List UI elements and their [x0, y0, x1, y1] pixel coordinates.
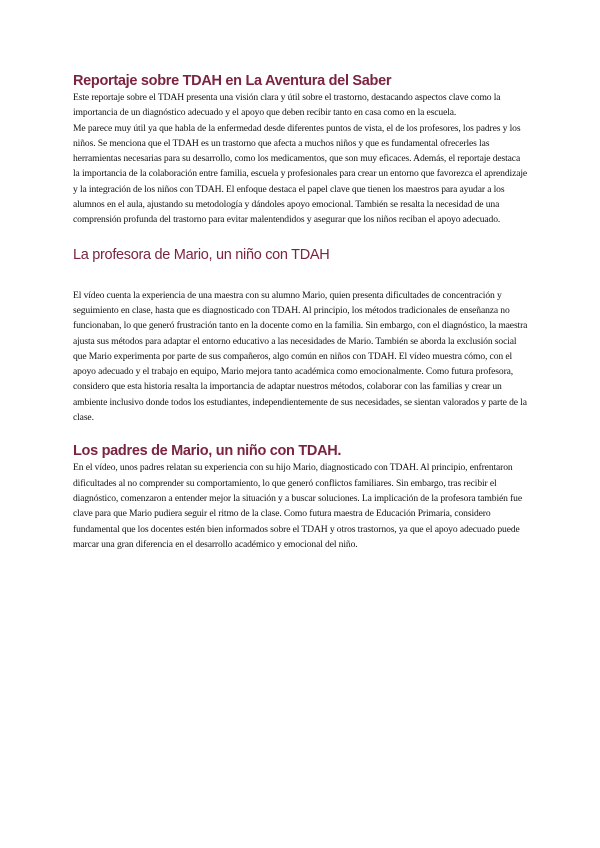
section-title-reportaje: Reportaje sobre TDAH en La Aventura del Saber [73, 73, 392, 89]
reportaje-paragraph-2: Me parece muy útil ya que habla de la enfermedad desde diferentes puntos de vista, el de los profesores, los padres y los niños. Se menciona que el TDAH es un trastorno que afecta a muchos niños y que es fundamental ofrecerles las herramientas necesarias para su desarrollo, como los medicamentos, que son muy eficaces. Además, el reportaje destaca la importancia de la colaboración entre familia, escuela y profesionales para crear un entorno que favorezca el aprendizaje y la integración de los niños con TDAH. El enfoque destaca el papel clave que tienen los maestros para ayudar a los alumnos en el aula, ajustando su metodología y dándoles apoyo emocional. También se resalta la necesidad de una comprensión profunda del trastorno para evitar malentendidos y asegurar que los niños reciban el apoyo adecuado. [73, 122, 528, 226]
section-title-profesora: La profesora de Mario, un niño con TDAH [73, 246, 330, 263]
profesora-paragraph-1: El vídeo cuenta la experiencia de una maestra con su alumno Mario, quien presenta dificultades de concentración y seguimiento en clase, hasta que es diagnosticado con TDAH. Al principio, los métodos tradicionales de enseñanza no funcionaban, lo que generó frustración tanto en la docente como en la familia. Sin embargo, con el diagnóstico, la maestra ajusta sus métodos para adaptar el entorno educativo a las necesidades de Mario. También se aborda la exclusión social que Mario experimenta por parte de sus compañeros, algo común en niños con TDAH. El vídeo muestra cómo, con el apoyo adecuado y el trabajo en equipo, Mario mejora tanto académica como emocionalmente. Como futura profesora, considero que esta historia resalta la importancia de adaptar nuestros métodos, colaborar con las familias y crear un ambiente inclusivo donde todos los estudiantes, independientemente de sus necesidades, se sientan valorados y parte de la clase. [73, 289, 528, 424]
reportaje-paragraph-1: Este reportaje sobre el TDAH presenta una visión clara y útil sobre el trastorno, destacando aspectos clave como la importancia de un diagnóstico adecuado y el apoyo que deben recibir tanto en casa como en la escuela. [73, 92, 501, 119]
spacer [73, 264, 529, 288]
padres-paragraph-1: En el vídeo, unos padres relatan su experiencia con su hijo Mario, diagnosticado con TDAH. Al principio, enfrentaron dificultades al no comprender su comportamiento, lo que generó conflictos familiares. Sin embargo, tras recibir el diagnóstico, comenzaron a entender mejor la situación y a buscar soluciones. La implicación de la profesora también fue clave para que Mario pudiera seguir el ritmo de la clase. Como futura maestra de Educación Primaria, considero fundamental que los docentes estén bien informados sobre el TDAH y otros trastornos, ya que el apoyo adecuado puede marcar una gran diferencia en el desarrollo académico y emocional del niño. [73, 462, 522, 550]
section-title-padres: Los padres de Mario, un niño con TDAH. [73, 443, 342, 460]
document-content [73, 72, 529, 552]
